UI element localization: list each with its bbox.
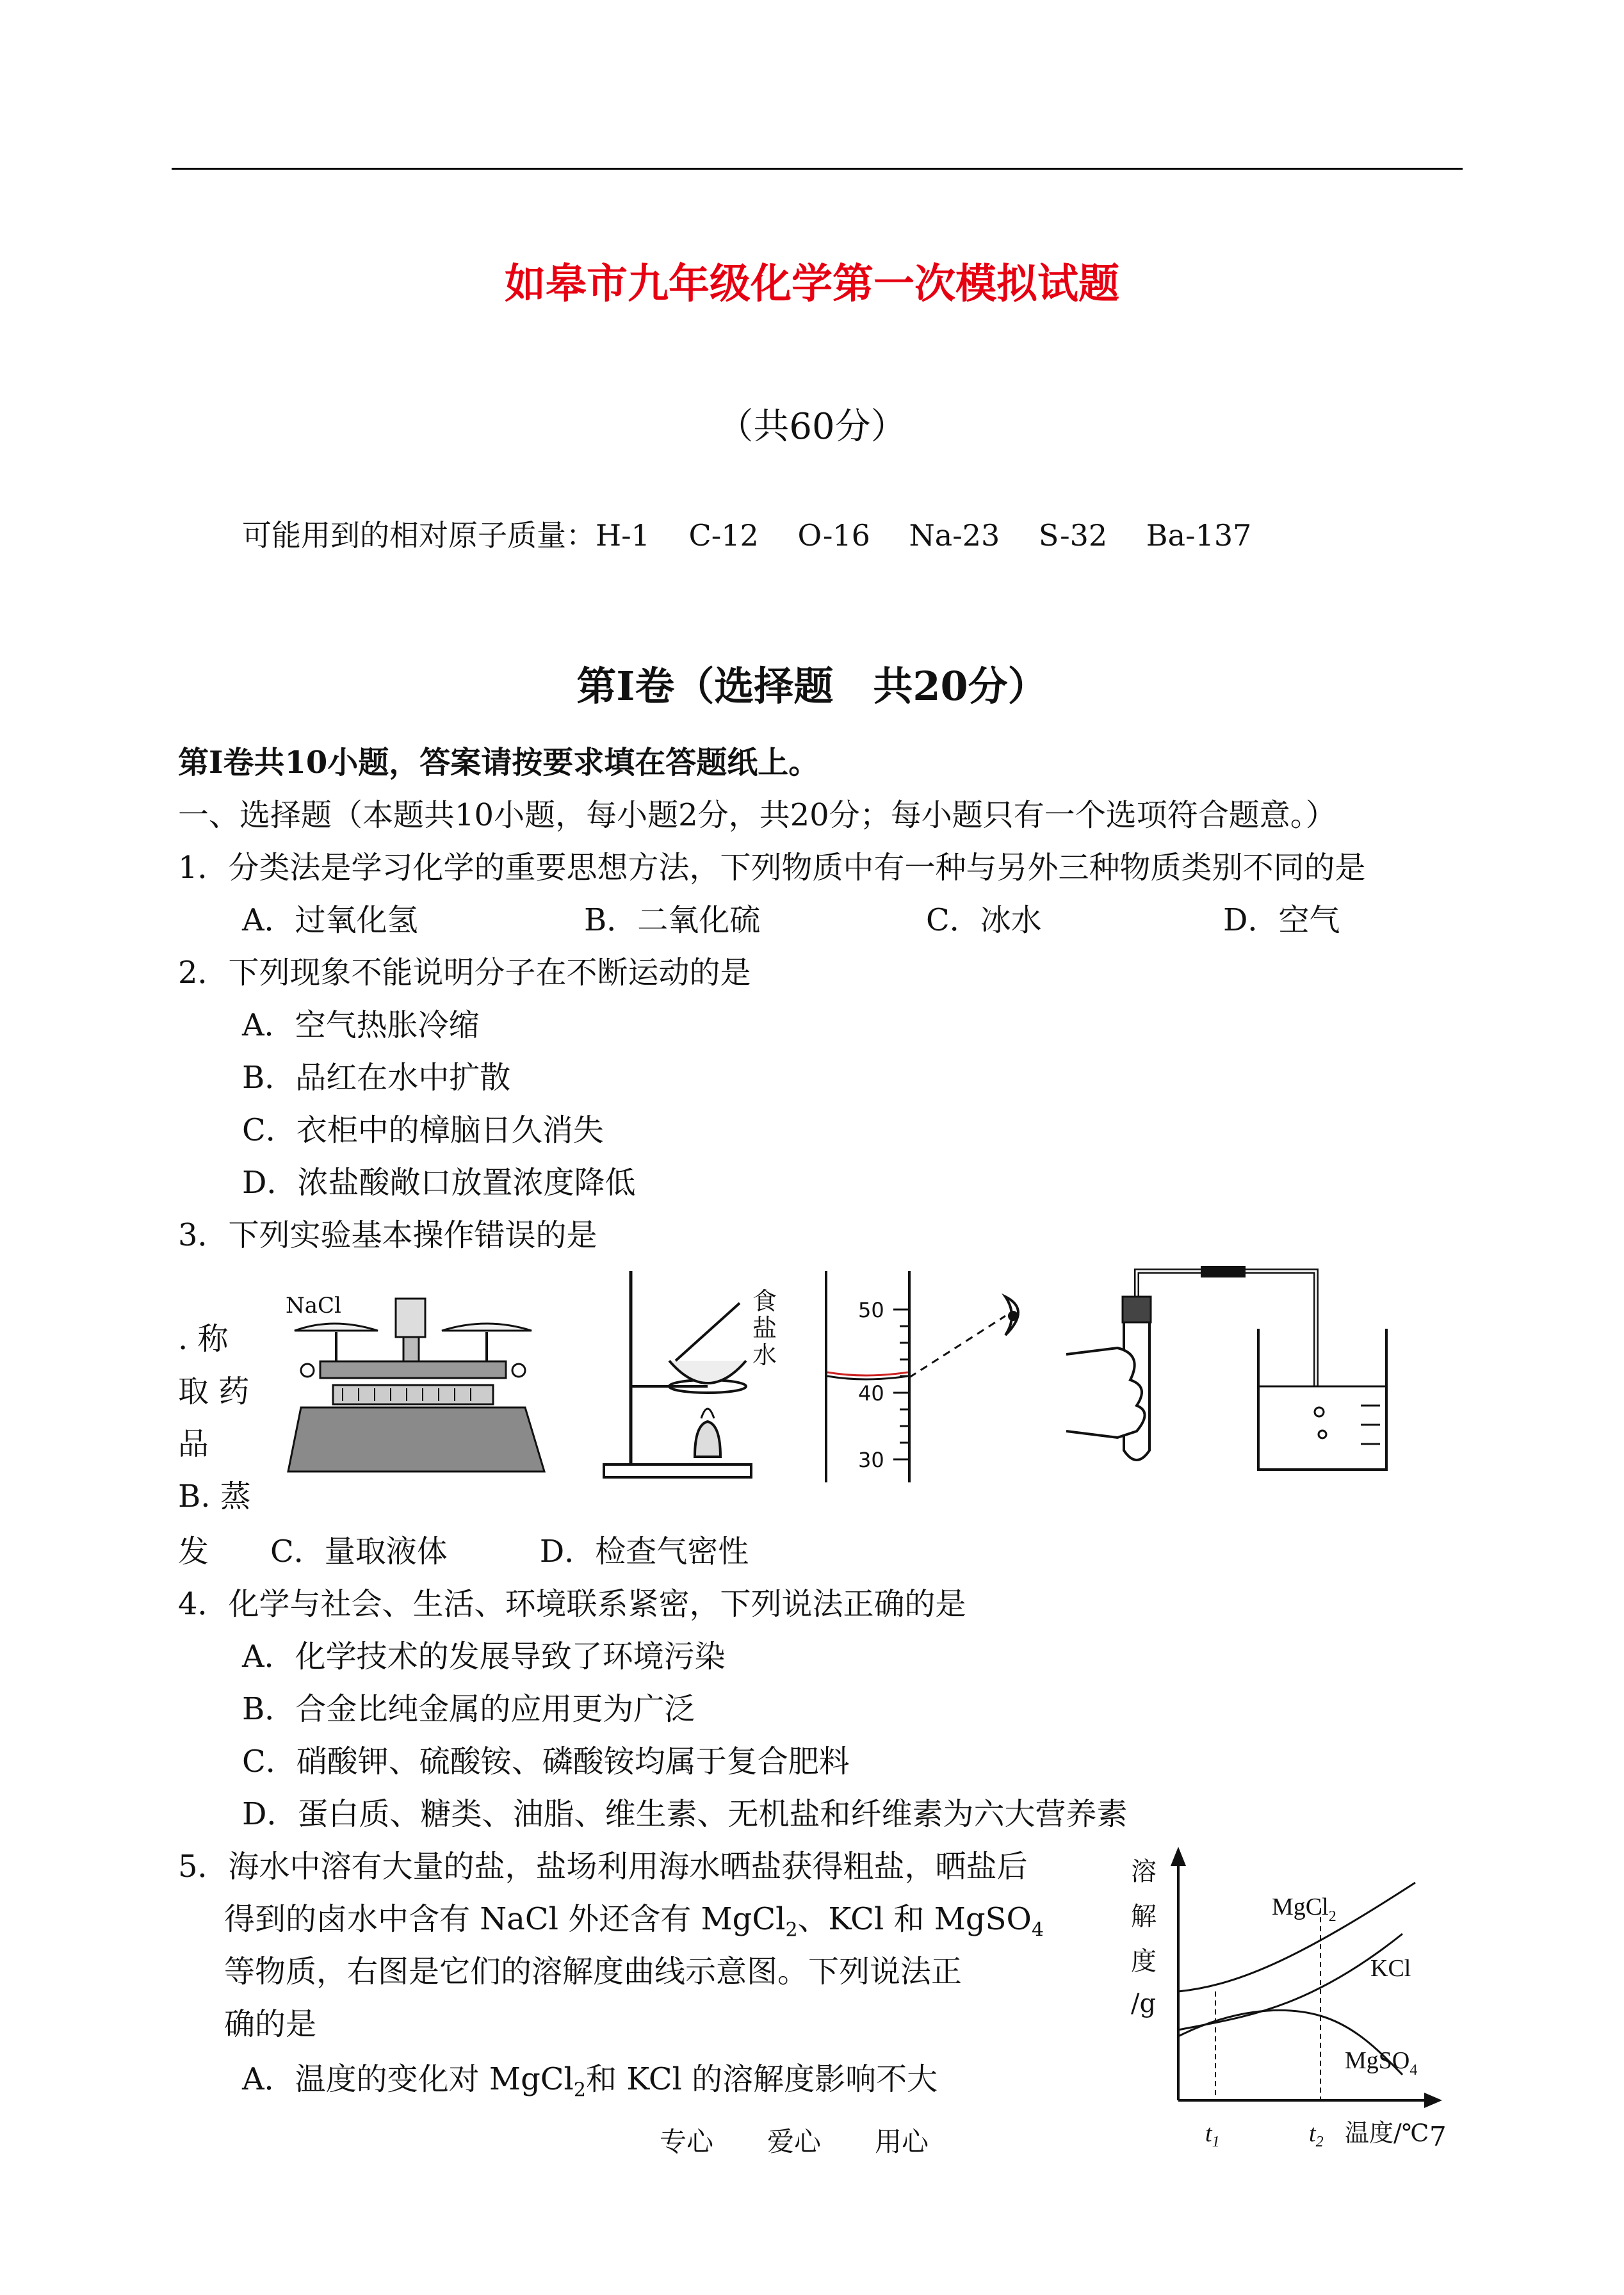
part-note: 第Ⅰ卷共10小题，答案请按要求填在答题纸上。 xyxy=(178,745,820,781)
nacl-label: NaCl xyxy=(286,1293,341,1318)
evaporation-figure xyxy=(599,1265,791,1482)
q4-option-a: A．化学技术的发展导致了环境污染 xyxy=(242,1639,726,1675)
q5-line-4: 确的是 xyxy=(224,2006,317,2042)
q2-option-a: A．空气热胀冷缩 xyxy=(242,1007,480,1043)
q1-option-c: C．冰水 xyxy=(926,902,1042,938)
part-heading: 第Ⅰ卷（选择题 共20分） xyxy=(576,663,1048,710)
q3-stem: 3．下列实验基本操作错误的是 xyxy=(178,1217,597,1253)
airtight-figure xyxy=(1066,1258,1425,1489)
total-score: （共60分） xyxy=(717,406,907,448)
q2-option-c: C．衣柜中的樟脑日久消失 xyxy=(242,1112,604,1148)
solubility-chart xyxy=(1114,1838,1447,2171)
q3-left-text-2: 取 药 xyxy=(178,1374,250,1409)
q5-line-3: 等物质，右图是它们的溶解度曲线示意图。下列说法正 xyxy=(224,1954,962,1990)
kcl-curve xyxy=(1178,1934,1402,2030)
legend-kcl: KCl xyxy=(1370,1955,1411,1982)
q4-option-d: D．蛋白质、糖类、油脂、维生素、无机盐和纤维素为六大营养素 xyxy=(242,1796,1128,1832)
q3-left-text-4: B. 蒸 xyxy=(178,1479,251,1514)
q2-option-b: B．品红在水中扩散 xyxy=(242,1060,511,1096)
q4-stem: 4．化学与社会、生活、环境联系紧密，下列说法正确的是 xyxy=(178,1586,966,1622)
cylinder-figure xyxy=(813,1265,1057,1486)
legend-mgso4: MgSO$_4$ xyxy=(1345,2047,1418,2079)
section-heading: 一、选择题（本题共10小题，每小题2分，共20分；每小题只有一个选项符合题意。） xyxy=(178,797,1336,833)
cylinder-tick-40: 40 xyxy=(858,1381,884,1406)
y-label-3: 度 xyxy=(1131,1947,1157,1976)
y-label-1: 溶 xyxy=(1131,1857,1157,1886)
footer-motto: 专心 爱心 用心 xyxy=(660,2126,929,2157)
q5-option-a: A．温度的变化对 MgCl$_2$和 KCl 的溶解度影响不大 xyxy=(242,2061,938,2102)
balance-figure xyxy=(282,1279,551,1478)
q2-option-d: D．浓盐酸敞口放置浓度降低 xyxy=(242,1165,636,1201)
salt-water-label-2: 盐 xyxy=(752,1314,777,1342)
q1-option-d: D．空气 xyxy=(1223,902,1340,938)
q1-option-b: B．二氧化硫 xyxy=(584,902,761,938)
q1-stem: 1．分类法是学习化学的重要思想方法，下列物质中有一种与另外三种物质类别不同的是 xyxy=(178,850,1366,886)
header-rule xyxy=(172,168,1463,170)
q4-option-b: B．合金比纯金属的应用更为广泛 xyxy=(242,1691,695,1727)
q3-left-text-1: . 称 xyxy=(178,1321,229,1357)
page-number: 7 xyxy=(1429,2121,1447,2152)
salt-water-label-3: 水 xyxy=(752,1341,777,1369)
salt-water-label-1: 食 xyxy=(752,1287,777,1315)
tick-t1: $t_1$ xyxy=(1205,2120,1220,2150)
q3-left-text-3: 品 xyxy=(178,1426,209,1462)
q1-option-a: A．过氧化氢 xyxy=(242,902,418,938)
y-label-4: /g xyxy=(1131,1989,1157,2018)
cylinder-tick-30: 30 xyxy=(858,1448,884,1472)
atomic-masses: 可能用到的相对原子质量：H-1 C-12 O-16 Na-23 S-32 Ba-137 xyxy=(242,518,1252,553)
q5-line-2: 得到的卤水中含有 NaCl 外还含有 MgCl$_2$、KCl 和 MgSO$_4$ xyxy=(224,1901,1044,1942)
page-title: 如皋市九年级化学第一次模拟试题 xyxy=(505,260,1119,308)
tick-t2: $t_2$ xyxy=(1309,2120,1324,2150)
q2-stem: 2．下列现象不能说明分子在不断运动的是 xyxy=(178,955,751,991)
legend-mgcl2: MgCl$_2$ xyxy=(1272,1894,1336,1925)
q5-line-1: 5．海水中溶有大量的盐，盐场利用海水晒盐获得粗盐，晒盐后 xyxy=(178,1849,1028,1885)
cylinder-tick-50: 50 xyxy=(858,1298,884,1322)
hand-icon xyxy=(1066,1348,1145,1438)
y-label-2: 解 xyxy=(1131,1902,1157,1931)
q4-option-c: C．硝酸钾、硫酸铵、磷酸铵均属于复合肥料 xyxy=(242,1744,850,1780)
q3-options-line: 发 C．量取液体 D．检查气密性 xyxy=(178,1534,749,1569)
x-axis-label: 温度/℃ xyxy=(1345,2119,1429,2147)
